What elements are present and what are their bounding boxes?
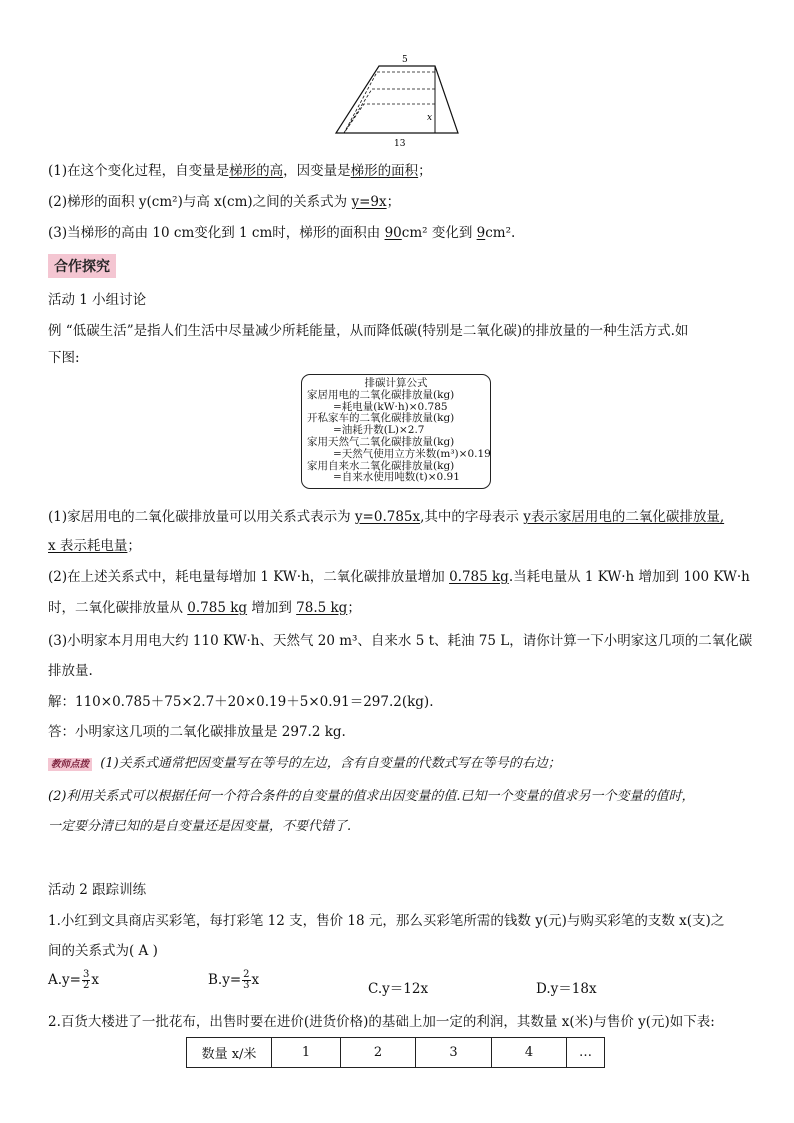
trapezoid-figure: [330, 52, 470, 148]
table-cell: 3: [416, 1038, 492, 1068]
table-header-cell: 数量 x/米: [187, 1038, 272, 1068]
formula-box: [301, 374, 491, 489]
trapezoid-top-label: 5: [402, 55, 408, 65]
top-q3: (3)当梯形的高由 10 cm变化到 1 cm时，梯形的面积由 90cm² 变化到 9cm².: [48, 225, 516, 241]
activity1-title: 活动 1 小组讨论: [48, 292, 147, 308]
teacher-tip-line3: 一定要分清已知的是自变量还是因变量，不要代错了.: [48, 819, 352, 834]
example-q1-line1: (1)家居用电的二氧化碳排放量可以用关系式表示为 y=0.785x,其中的字母表示 y表示家居用电的二氧化碳排放量,: [48, 509, 725, 525]
answer-blank: x 表示耗电量: [48, 538, 128, 554]
formula-line: =天然气使用立方米数(m³)×0.19: [333, 447, 491, 460]
section-heading: 合作探究: [48, 254, 116, 278]
trapezoid-side-label: x: [427, 113, 433, 123]
activity2-title: 活动 2 跟踪训练: [48, 882, 147, 898]
formula-line: =耗电量(kW·h)×0.785: [333, 400, 448, 413]
answer-blank: 90: [384, 225, 402, 241]
answer-blank: y表示家居用电的二氧化碳排放量,: [523, 509, 725, 525]
example-line1: 例 “低碳生活”是指人们生活中尽量减少所耗能量，从而降低碳(特别是二氧化碳)的排放量的一种生活方式.如: [48, 323, 689, 339]
solution-line: 解：110×0.785＋75×2.7＋20×0.19＋5×0.91＝297.2(kg).: [48, 694, 434, 710]
answer-line: 答：小明家这几项的二氧化碳排放量是 297.2 kg.: [48, 724, 346, 740]
answer-blank: 0.785 kg: [187, 600, 248, 616]
table-row: [187, 1038, 605, 1068]
problem2-line1: 2.百货大楼进了一批花布，出售时要在进价(进货价格)的基础上加一定的利润，其数量 x(米)与售价 y(元)如下表:: [48, 1014, 715, 1030]
trapezoid-dashed-3: [344, 104, 435, 133]
data-table: [186, 1037, 605, 1068]
problem1-line1: 1.小红到文具商店买彩笔，每打彩笔 12 支，售价 18 元，那么买彩笔所需的钱数 y(元)与购买彩笔的支数 x(支)之: [48, 913, 725, 929]
problem1-line2: 间的关系式为( A ): [48, 943, 158, 959]
trapezoid-dashed-2: [344, 89, 435, 133]
example-q3-line2: 排放量.: [48, 663, 93, 679]
trapezoid-dashed-1: [344, 72, 435, 133]
fraction: $\frac{2}{3}$: [243, 969, 250, 991]
answer-blank: y=9x: [351, 194, 387, 210]
formula-box-title: 排碳计算公式: [364, 377, 428, 389]
trapezoid-bottom-label: 13: [394, 139, 406, 148]
teacher-tip-line2: (2)利用关系式可以根据任何一个符合条件的自变量的值求出因变量的值.已知一个变量的值求另一个变量的值时，: [48, 789, 695, 804]
option-c: C.y＝12x: [368, 981, 429, 997]
teacher-tip-line1: 教师点拨 (1)关系式通常把因变量写在等号的左边，含有自变量的代数式写在等号的右边；: [48, 752, 561, 771]
formula-line: 家居用电的二氧化碳排放量(kg): [307, 388, 455, 401]
trapezoid-outline: [336, 66, 458, 133]
example-q2-line1: (2)在上述关系式中，耗电量每增加 1 KW·h，二氧化碳排放量增加 0.785 kg.当耗电量从 1 KW·h 增加到 100 KW·h: [48, 569, 750, 585]
option-b: B.y= $\frac{2}{3}$ x: [208, 969, 260, 991]
answer-blank: 梯形的高: [229, 163, 284, 179]
fraction: $\frac{3}{2}$: [82, 969, 90, 991]
example-q1-line2: x 表示耗电量；: [48, 538, 141, 554]
formula-line: =油耗升数(L)×2.7: [333, 424, 425, 437]
table-cell: …: [567, 1038, 605, 1068]
table-cell: 4: [492, 1038, 567, 1068]
formula-line: =自来水使用吨数(t)×0.91: [333, 471, 460, 484]
table-cell: 1: [272, 1038, 341, 1068]
formula-line: 家用天然气二氧化碳排放量(kg): [307, 435, 455, 448]
answer-blank: 0.785 kg: [449, 569, 509, 585]
answer-blank: 9: [476, 225, 486, 241]
example-q2-line2: 时，二氧化碳排放量从 0.785 kg 增加到 78.5 kg；: [48, 600, 361, 616]
teacher-tip-badge: 教师点拨: [48, 758, 92, 771]
top-q1: (1)在这个变化过程，自变量是梯形的高，因变量是梯形的面积；: [48, 163, 432, 179]
option-a: A.y= $\frac{3}{2}$ x: [48, 969, 99, 991]
top-q2: (2)梯形的面积 y(cm²)与高 x(cm)之间的关系式为 y=9x；: [48, 194, 401, 210]
table-cell: 2: [341, 1038, 416, 1068]
formula-line: 开私家车的二氧化碳排放量(kg): [307, 412, 455, 425]
formula-line: 家用自来水二氧化碳排放量(kg): [307, 459, 455, 472]
option-d: D.y＝18x: [536, 981, 597, 997]
answer-blank: 78.5 kg: [296, 600, 348, 616]
example-line2: 下图:: [48, 350, 80, 366]
answer-blank: 梯形的面积: [350, 163, 419, 179]
example-q3-line1: (3)小明家本月用电大约 110 KW·h、天然气 20 m³、自来水 5 t、耗油 75 L，请你计算一下小明家这几项的二氧化碳: [48, 633, 753, 649]
answer-blank: y=0.785x: [354, 509, 421, 525]
